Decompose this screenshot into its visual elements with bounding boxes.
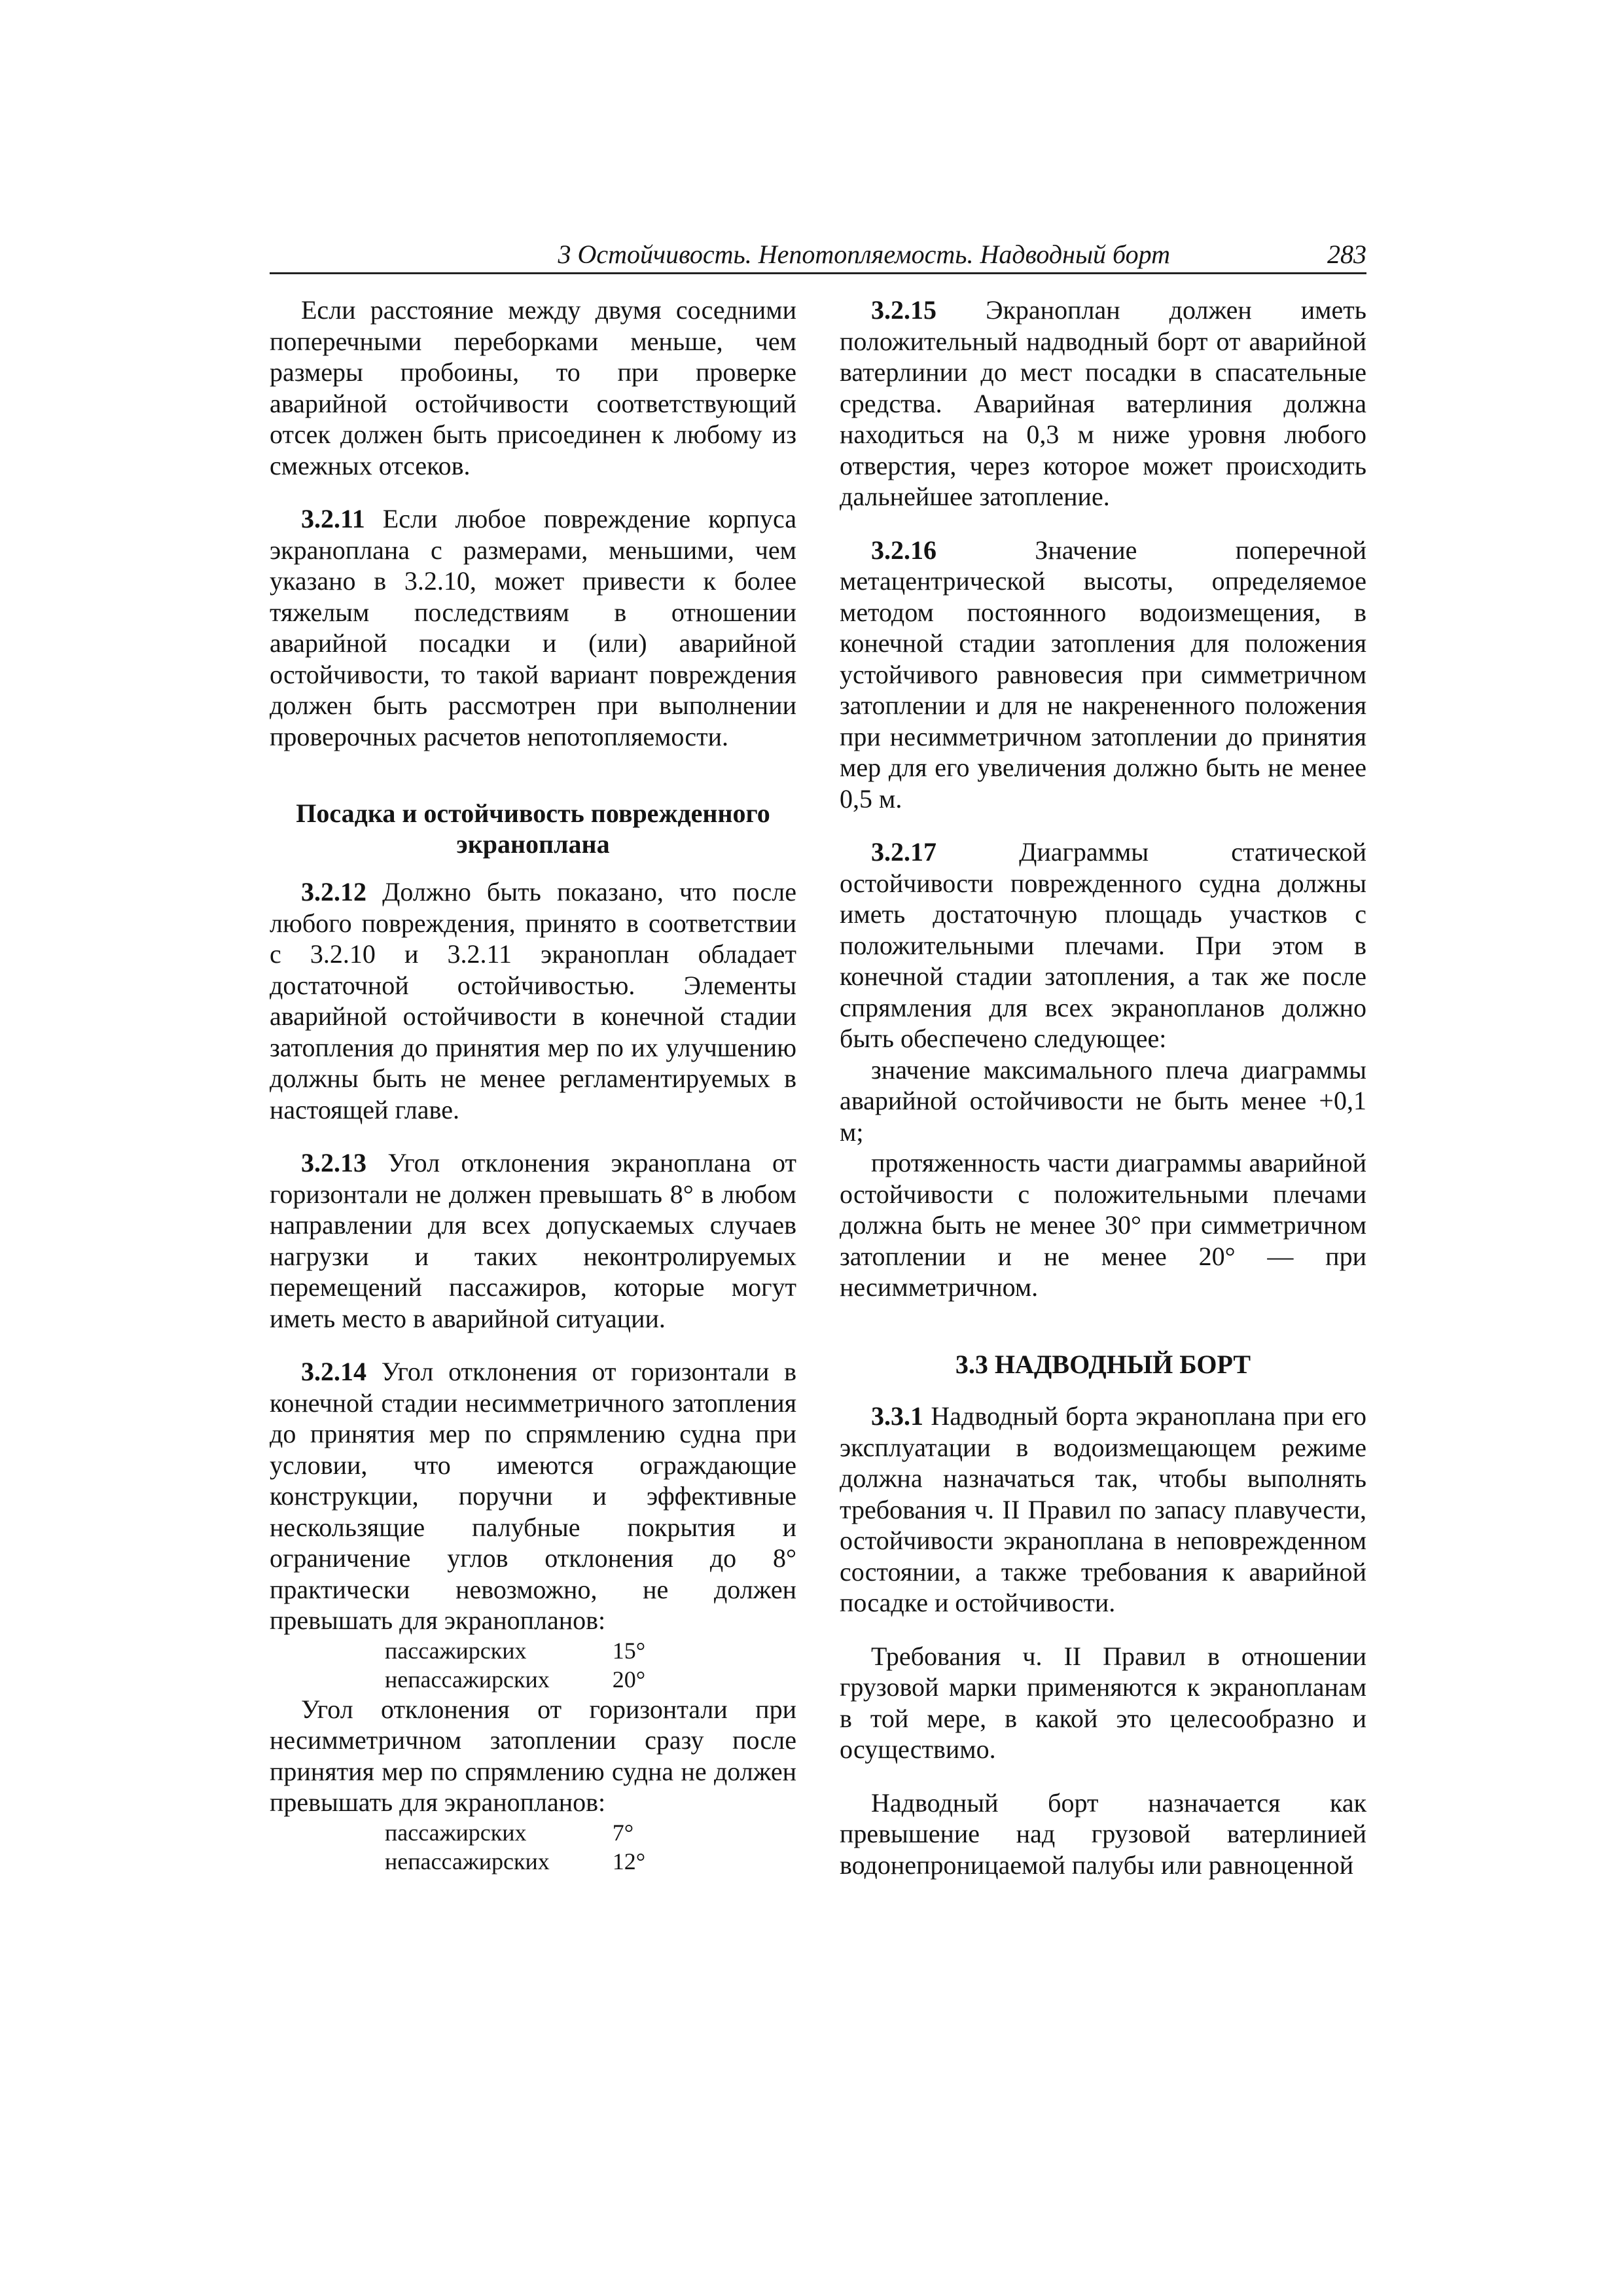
clause-text: Угол отклонения от горизонтали в конечной стадии несимметричного затопления до принятия мер по спрямлению судна при условии, что имеются ограждающие конструкции, поручни и эффективные нескользящие палубные покрытия и ограничение углов отклонения до 8° практически невозможно, не должен превышать для экранопланов: — [270, 1357, 796, 1635]
table-value: 7° — [612, 1819, 634, 1846]
clause-number: 3.2.13 — [301, 1148, 366, 1177]
paragraph-intro: Если расстояние между двумя соседними поперечными переборками меньше, чем размеры пробоины, то при проверке аварийной остойчивости соответствующий отсек должен быть присоединен к любому из смежных отсеков. — [270, 295, 796, 480]
paragraph-requirements: Требования ч. II Правил в отношении грузовой марки применяются к экранопланам в той мере, в какой это целесообразно и осуществимо. — [840, 1641, 1366, 1764]
page-number: 283 — [1327, 240, 1366, 269]
subheading: Посадка и остойчивость поврежденного экраноплана — [296, 798, 770, 859]
clause-text: Если любое повреждение корпуса экраноплана с размерами, меньшими, чем указано в 3.2.10, может привести к более тяжелым последствиям в отношении аварийной посадки и (или) аварийной остойчивости, то такой вариант повреждения должен быть рассмотрен при выполнении проверочных расчетов непотопляемости. — [270, 504, 796, 751]
clause-number: 3.2.11 — [301, 504, 365, 533]
paragraph-3-2-14 — [270, 1356, 796, 1636]
paragraph-3-2-12 — [270, 876, 796, 1125]
clause-number: 3.2.14 — [301, 1357, 366, 1386]
table-value: 12° — [612, 1848, 646, 1874]
clause-number: 3.3.1 — [871, 1401, 923, 1431]
right-column — [840, 295, 1366, 1880]
table-row — [385, 1818, 645, 1847]
table-value: 20° — [612, 1666, 646, 1693]
angle-table-after — [385, 1818, 645, 1876]
paragraph-freeboard: Надводный борт назначается как превышение над грузовой ватерлинией водонепроницаемой палубы или равноценной — [840, 1787, 1366, 1880]
paragraph-3-2-17 — [840, 836, 1366, 1054]
paragraph-3-2-16 — [840, 535, 1366, 815]
clause-text: Значение поперечной метацентрической высоты, определяемое методом постоянного водоизмещения, в конечной стадии затопления для положения устойчивого равновесия при симметричном затоплении и для не накрененного положения при несимметричном затоплении до принятия мер для его увеличения должно быть не менее 0,5 м. — [840, 535, 1366, 814]
paragraph-3-2-11 — [270, 503, 796, 752]
clause-text: Угол отклонения экраноплана от горизонтали не должен превышать 8° в любом направлении для всех допускаемых случаев нагрузки и таких неконтролируемых перемещений пассажиров, которые могут иметь место в аварийной ситуации. — [270, 1148, 796, 1333]
section-heading: 3.3 НАДВОДНЫЙ БОРТ — [955, 1349, 1251, 1379]
table-value: 15° — [612, 1637, 646, 1664]
table-label: пассажирских — [385, 1819, 527, 1846]
table-row — [385, 1665, 645, 1694]
clause-text: Экраноплан должен иметь положительный надводный борт от аварийной ватерлинии до мест посадки в спасательные средства. Аварийная ватерлиния должна находиться на 0,3 м ниже уровня любого отверстия, через которое может происходить дальнейшее затопление. — [840, 295, 1366, 511]
clause-text: Надводный борта экраноплана при его эксплуатации в водоизмещающем режиме должна назначаться так, чтобы выполнять требования ч. II Правил по запасу плавучести, остойчивости экраноплана в неповрежденном состоянии, а также требования к аварийной посадке и остойчивости. — [840, 1401, 1366, 1617]
table-row — [385, 1636, 645, 1665]
clause-text: Диаграммы статической остойчивости поврежденного судна должны иметь достаточную площадь участков с положительными плечами. При этом в конечной стадии затопления, а так же после спрямления для всех экранопланов должно быть обеспечено следующее: — [840, 837, 1366, 1053]
paragraph-3-2-13 — [270, 1147, 796, 1334]
table-label: непассажирских — [385, 1666, 550, 1693]
paragraph-angle: Угол отклонения от горизонтали при несимметричном затоплении сразу после принятия мер по спрямлению судна не должен превышать для экранопланов: — [270, 1694, 796, 1817]
clause-number: 3.2.17 — [871, 837, 936, 867]
clause-number: 3.2.12 — [301, 877, 366, 906]
clause-number: 3.2.16 — [871, 535, 936, 565]
clause-number: 3.2.15 — [871, 295, 936, 325]
table-row — [385, 1847, 645, 1876]
running-header — [270, 240, 1366, 274]
paragraph-extent: протяженность части диаграммы аварийной остойчивости с положительными плечами должна быть не менее 30° при симметричном затоплении и не менее 20° — при несимметричном. — [840, 1148, 1366, 1302]
left-column — [270, 295, 796, 1876]
table-label: пассажирских — [385, 1637, 527, 1664]
paragraph-3-3-1 — [840, 1401, 1366, 1619]
paragraph-3-2-15 — [840, 295, 1366, 512]
paragraph-max-arm: значение максимального плеча диаграммы аварийной остойчивости не быть менее +0,1 м; — [840, 1054, 1366, 1147]
clause-text: Должно быть показано, что после любого повреждения, принято в соответствии с 3.2.10 и 3.2.11 экраноплан обладает достаточной остойчивостью. Элементы аварийной остойчивости в конечной стадии затопления до принятия мер по их улучшению должны быть не менее регламентируемых в настоящей главе. — [270, 877, 796, 1124]
angle-table-final — [385, 1636, 645, 1694]
running-title: 3 Остойчивость. Непотопляемость. Надводный борт — [558, 240, 1170, 269]
table-label: непассажирских — [385, 1848, 550, 1874]
